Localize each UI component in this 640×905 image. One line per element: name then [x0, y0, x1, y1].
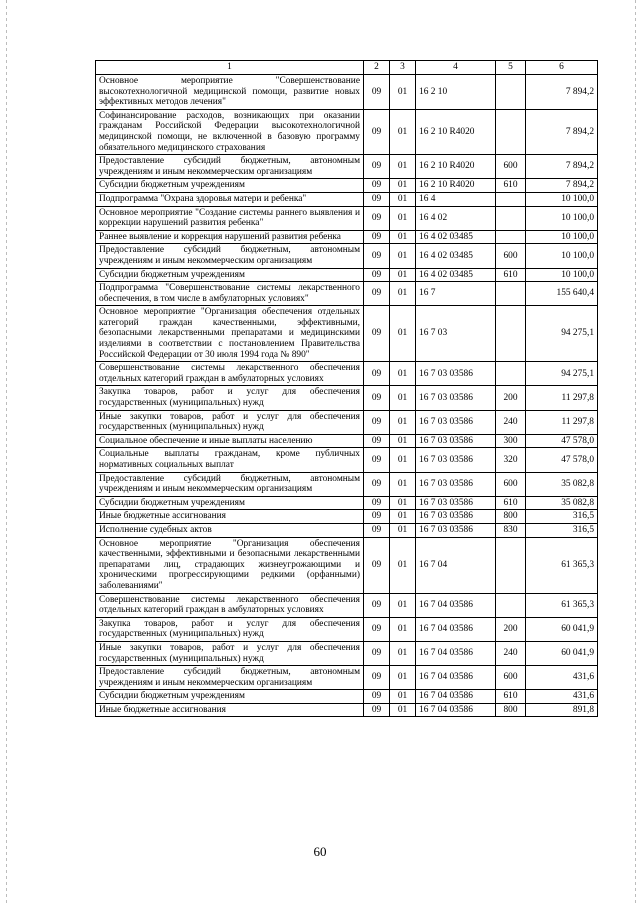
row-section: 09 — [364, 75, 390, 110]
row-expense-type — [496, 75, 526, 110]
row-expense-type: 610 — [496, 496, 526, 510]
row-subsection: 01 — [390, 109, 416, 154]
row-name: Предоставление субсидий бюджетным, автономным учреждениям и иным некоммерческим организациям — [96, 155, 364, 179]
row-subsection: 01 — [390, 179, 416, 193]
row-amount: 10 100,0 — [526, 230, 598, 244]
row-expense-type: 610 — [496, 179, 526, 193]
row-expense-type: 240 — [496, 641, 526, 665]
row-target-code: 16 4 02 03485 — [416, 268, 496, 282]
row-name: Предоставление субсидий бюджетным, автономным учреждениям и иным некоммерческим организациям — [96, 472, 364, 496]
row-expense-type: 200 — [496, 617, 526, 641]
row-section: 09 — [364, 410, 390, 434]
page-number: 60 — [313, 844, 327, 859]
row-name: Закупка товаров, работ и услуг для обеспечения государственных (муниципальных) нужд — [96, 386, 364, 410]
row-subsection: 01 — [390, 448, 416, 472]
row-expense-type: 800 — [496, 703, 526, 717]
row-section: 09 — [364, 617, 390, 641]
table-body — [96, 61, 598, 717]
table-row — [96, 410, 598, 434]
table-row — [96, 306, 598, 362]
table-row — [96, 703, 598, 717]
scan-edge-right — [635, 0, 636, 905]
row-subsection: 01 — [390, 434, 416, 448]
table-row — [96, 155, 598, 179]
row-amount: 61 365,3 — [526, 593, 598, 617]
row-target-code: 16 7 03 03586 — [416, 448, 496, 472]
row-target-code: 16 7 03 03586 — [416, 496, 496, 510]
row-section: 09 — [364, 593, 390, 617]
row-amount: 11 297,8 — [526, 410, 598, 434]
row-amount: 61 365,3 — [526, 537, 598, 593]
row-expense-type: 800 — [496, 510, 526, 524]
row-amount: 7 894,2 — [526, 75, 598, 110]
row-subsection: 01 — [390, 510, 416, 524]
row-amount: 10 100,0 — [526, 192, 598, 206]
table-row — [96, 75, 598, 110]
table-row — [96, 523, 598, 537]
row-section: 09 — [364, 666, 390, 690]
row-name: Иные бюджетные ассигнования — [96, 510, 364, 524]
row-amount: 10 100,0 — [526, 206, 598, 230]
row-subsection: 01 — [390, 666, 416, 690]
table-row — [96, 537, 598, 593]
row-subsection: 01 — [390, 472, 416, 496]
row-target-code: 16 7 — [416, 282, 496, 306]
row-target-code: 16 4 02 03485 — [416, 244, 496, 268]
row-subsection: 01 — [390, 537, 416, 593]
row-target-code: 16 7 04 03586 — [416, 593, 496, 617]
row-name: Основное мероприятие "Создание системы раннего выявления и коррекции нарушений развития ребенка" — [96, 206, 364, 230]
row-target-code: 16 7 03 03586 — [416, 472, 496, 496]
row-name: Иные закупки товаров, работ и услуг для обеспечения государственных (муниципальных) нужд — [96, 410, 364, 434]
row-name: Основное мероприятие "Совершенствование высокотехнологичной медицинской помощи, развитие новых эффективных методов лечения" — [96, 75, 364, 110]
row-section: 09 — [364, 496, 390, 510]
row-name: Совершенствование системы лекарственного обеспечения отдельных категорий граждан в амбулаторных условиях — [96, 362, 364, 386]
row-name: Субсидии бюджетным учреждениям — [96, 690, 364, 704]
table-row — [96, 472, 598, 496]
table-row — [96, 244, 598, 268]
row-expense-type — [496, 192, 526, 206]
row-section: 09 — [364, 230, 390, 244]
row-subsection: 01 — [390, 523, 416, 537]
row-amount: 60 041,9 — [526, 617, 598, 641]
row-section: 09 — [364, 206, 390, 230]
table-row — [96, 510, 598, 524]
header-row — [96, 61, 598, 75]
row-expense-type — [496, 593, 526, 617]
row-section: 09 — [364, 537, 390, 593]
row-subsection: 01 — [390, 206, 416, 230]
table-row — [96, 282, 598, 306]
row-expense-type: 200 — [496, 386, 526, 410]
row-name: Исполнение судебных актов — [96, 523, 364, 537]
row-name: Раннее выявление и коррекция нарушений развития ребенка — [96, 230, 364, 244]
header-col-3: 3 — [390, 61, 416, 75]
row-target-code: 16 7 03 03586 — [416, 386, 496, 410]
row-section: 09 — [364, 179, 390, 193]
row-expense-type — [496, 306, 526, 362]
row-expense-type: 830 — [496, 523, 526, 537]
row-amount: 35 082,8 — [526, 496, 598, 510]
table-row — [96, 386, 598, 410]
row-section: 09 — [364, 510, 390, 524]
row-amount: 47 578,0 — [526, 434, 598, 448]
table-row — [96, 192, 598, 206]
row-target-code: 16 2 10 R4020 — [416, 155, 496, 179]
row-target-code: 16 7 04 03586 — [416, 666, 496, 690]
row-subsection: 01 — [390, 268, 416, 282]
row-section: 09 — [364, 155, 390, 179]
header-col-5: 5 — [496, 61, 526, 75]
row-subsection: 01 — [390, 244, 416, 268]
row-subsection: 01 — [390, 362, 416, 386]
header-col-4: 4 — [416, 61, 496, 75]
row-name: Совершенствование системы лекарственного обеспечения отдельных категорий граждан в амбулаторных условиях — [96, 593, 364, 617]
row-section: 09 — [364, 192, 390, 206]
row-name: Субсидии бюджетным учреждениям — [96, 268, 364, 282]
row-name: Основное мероприятие "Организация обеспечения качественными, эффективными и безопасными лекарственными препаратами лиц, страдающих жизнеугрожающими и хроническими прогрессирующими редкими (орфанными) заболеваниями" — [96, 537, 364, 593]
table-row — [96, 641, 598, 665]
row-target-code: 16 4 — [416, 192, 496, 206]
row-amount: 60 041,9 — [526, 641, 598, 665]
row-subsection: 01 — [390, 593, 416, 617]
row-expense-type — [496, 537, 526, 593]
row-target-code: 16 4 02 03485 — [416, 230, 496, 244]
row-target-code: 16 4 02 — [416, 206, 496, 230]
row-name: Иные бюджетные ассигнования — [96, 703, 364, 717]
row-target-code: 16 7 03 03586 — [416, 434, 496, 448]
table-row — [96, 109, 598, 154]
table-row — [96, 617, 598, 641]
budget-table — [95, 60, 598, 717]
row-section: 09 — [364, 690, 390, 704]
row-name: Социальные выплаты гражданам, кроме публичных нормативных социальных выплат — [96, 448, 364, 472]
row-amount: 316,5 — [526, 523, 598, 537]
row-expense-type — [496, 362, 526, 386]
table-row — [96, 434, 598, 448]
row-expense-type — [496, 282, 526, 306]
row-expense-type: 610 — [496, 690, 526, 704]
header-col-1: 1 — [96, 61, 364, 75]
row-name: Основное мероприятие "Организация обеспечения отдельных категорий граждан качественными, эффективными, безопасными лекарственными препаратами и медицинскими изделиями в соответствии с постановлением Правительства Российской Федерации от 30 июля 1994 года № 890" — [96, 306, 364, 362]
row-amount: 7 894,2 — [526, 155, 598, 179]
row-subsection: 01 — [390, 155, 416, 179]
row-section: 09 — [364, 386, 390, 410]
row-subsection: 01 — [390, 617, 416, 641]
row-target-code: 16 7 04 03586 — [416, 703, 496, 717]
header-col-6: 6 — [526, 61, 598, 75]
row-expense-type: 600 — [496, 472, 526, 496]
row-amount: 431,6 — [526, 666, 598, 690]
row-section: 09 — [364, 641, 390, 665]
row-subsection: 01 — [390, 75, 416, 110]
row-section: 09 — [364, 268, 390, 282]
row-section: 09 — [364, 703, 390, 717]
row-name: Предоставление субсидий бюджетным, автономным учреждениям и иным некоммерческим организациям — [96, 244, 364, 268]
row-name: Закупка товаров, работ и услуг для обеспечения государственных (муниципальных) нужд — [96, 617, 364, 641]
row-section: 09 — [364, 306, 390, 362]
row-name: Софинансирование расходов, возникающих при оказании гражданам Российской Федерации высокотехнологичной медицинской помощи, не включенной в базовую программу обязательного медицинского страхования — [96, 109, 364, 154]
row-amount: 316,5 — [526, 510, 598, 524]
row-target-code: 16 7 04 — [416, 537, 496, 593]
row-target-code: 16 7 03 — [416, 306, 496, 362]
row-name: Субсидии бюджетным учреждениям — [96, 496, 364, 510]
row-target-code: 16 2 10 — [416, 75, 496, 110]
row-subsection: 01 — [390, 282, 416, 306]
row-subsection: 01 — [390, 641, 416, 665]
row-expense-type: 600 — [496, 666, 526, 690]
row-subsection: 01 — [390, 192, 416, 206]
row-expense-type: 240 — [496, 410, 526, 434]
row-name: Подпрограмма "Охрана здоровья матери и ребенка" — [96, 192, 364, 206]
row-amount: 10 100,0 — [526, 268, 598, 282]
row-section: 09 — [364, 362, 390, 386]
row-amount: 7 894,2 — [526, 179, 598, 193]
row-expense-type: 600 — [496, 155, 526, 179]
row-name: Субсидии бюджетным учреждениям — [96, 179, 364, 193]
row-amount: 11 297,8 — [526, 386, 598, 410]
table-row — [96, 690, 598, 704]
row-subsection: 01 — [390, 386, 416, 410]
row-section: 09 — [364, 244, 390, 268]
table-row — [96, 666, 598, 690]
row-amount: 7 894,2 — [526, 109, 598, 154]
table-row — [96, 362, 598, 386]
row-target-code: 16 7 04 03586 — [416, 641, 496, 665]
row-amount: 94 275,1 — [526, 306, 598, 362]
row-amount: 94 275,1 — [526, 362, 598, 386]
row-subsection: 01 — [390, 410, 416, 434]
row-section: 09 — [364, 448, 390, 472]
scan-edge-left — [6, 0, 7, 905]
header-col-2: 2 — [364, 61, 390, 75]
row-section: 09 — [364, 523, 390, 537]
row-name: Подпрограмма "Совершенствование системы лекарственного обеспечения, в том числе в амбулаторных условиях" — [96, 282, 364, 306]
row-expense-type — [496, 230, 526, 244]
row-target-code: 16 7 03 03586 — [416, 410, 496, 434]
row-subsection: 01 — [390, 306, 416, 362]
row-amount: 10 100,0 — [526, 244, 598, 268]
row-expense-type — [496, 206, 526, 230]
table-row — [96, 593, 598, 617]
row-expense-type: 300 — [496, 434, 526, 448]
row-section: 09 — [364, 109, 390, 154]
row-target-code: 16 7 03 03586 — [416, 523, 496, 537]
row-target-code: 16 7 03 03586 — [416, 510, 496, 524]
row-name: Иные закупки товаров, работ и услуг для обеспечения государственных (муниципальных) нужд — [96, 641, 364, 665]
table-row — [96, 496, 598, 510]
row-amount: 155 640,4 — [526, 282, 598, 306]
table-row — [96, 206, 598, 230]
row-expense-type: 600 — [496, 244, 526, 268]
row-target-code: 16 2 10 R4020 — [416, 179, 496, 193]
row-target-code: 16 2 10 R4020 — [416, 109, 496, 154]
row-amount: 47 578,0 — [526, 448, 598, 472]
row-expense-type: 610 — [496, 268, 526, 282]
row-section: 09 — [364, 472, 390, 496]
row-subsection: 01 — [390, 690, 416, 704]
row-amount: 891,8 — [526, 703, 598, 717]
row-name: Предоставление субсидий бюджетным, автономным учреждениям и иным некоммерческим организациям — [96, 666, 364, 690]
row-name: Социальное обеспечение и иные выплаты населению — [96, 434, 364, 448]
row-subsection: 01 — [390, 230, 416, 244]
row-section: 09 — [364, 282, 390, 306]
table-row — [96, 179, 598, 193]
table-row — [96, 448, 598, 472]
row-amount: 35 082,8 — [526, 472, 598, 496]
row-amount: 431,6 — [526, 690, 598, 704]
row-expense-type: 320 — [496, 448, 526, 472]
row-subsection: 01 — [390, 703, 416, 717]
row-subsection: 01 — [390, 496, 416, 510]
row-target-code: 16 7 04 03586 — [416, 690, 496, 704]
row-expense-type — [496, 109, 526, 154]
table-row — [96, 268, 598, 282]
row-target-code: 16 7 03 03586 — [416, 362, 496, 386]
table-row — [96, 230, 598, 244]
row-section: 09 — [364, 434, 390, 448]
row-target-code: 16 7 04 03586 — [416, 617, 496, 641]
